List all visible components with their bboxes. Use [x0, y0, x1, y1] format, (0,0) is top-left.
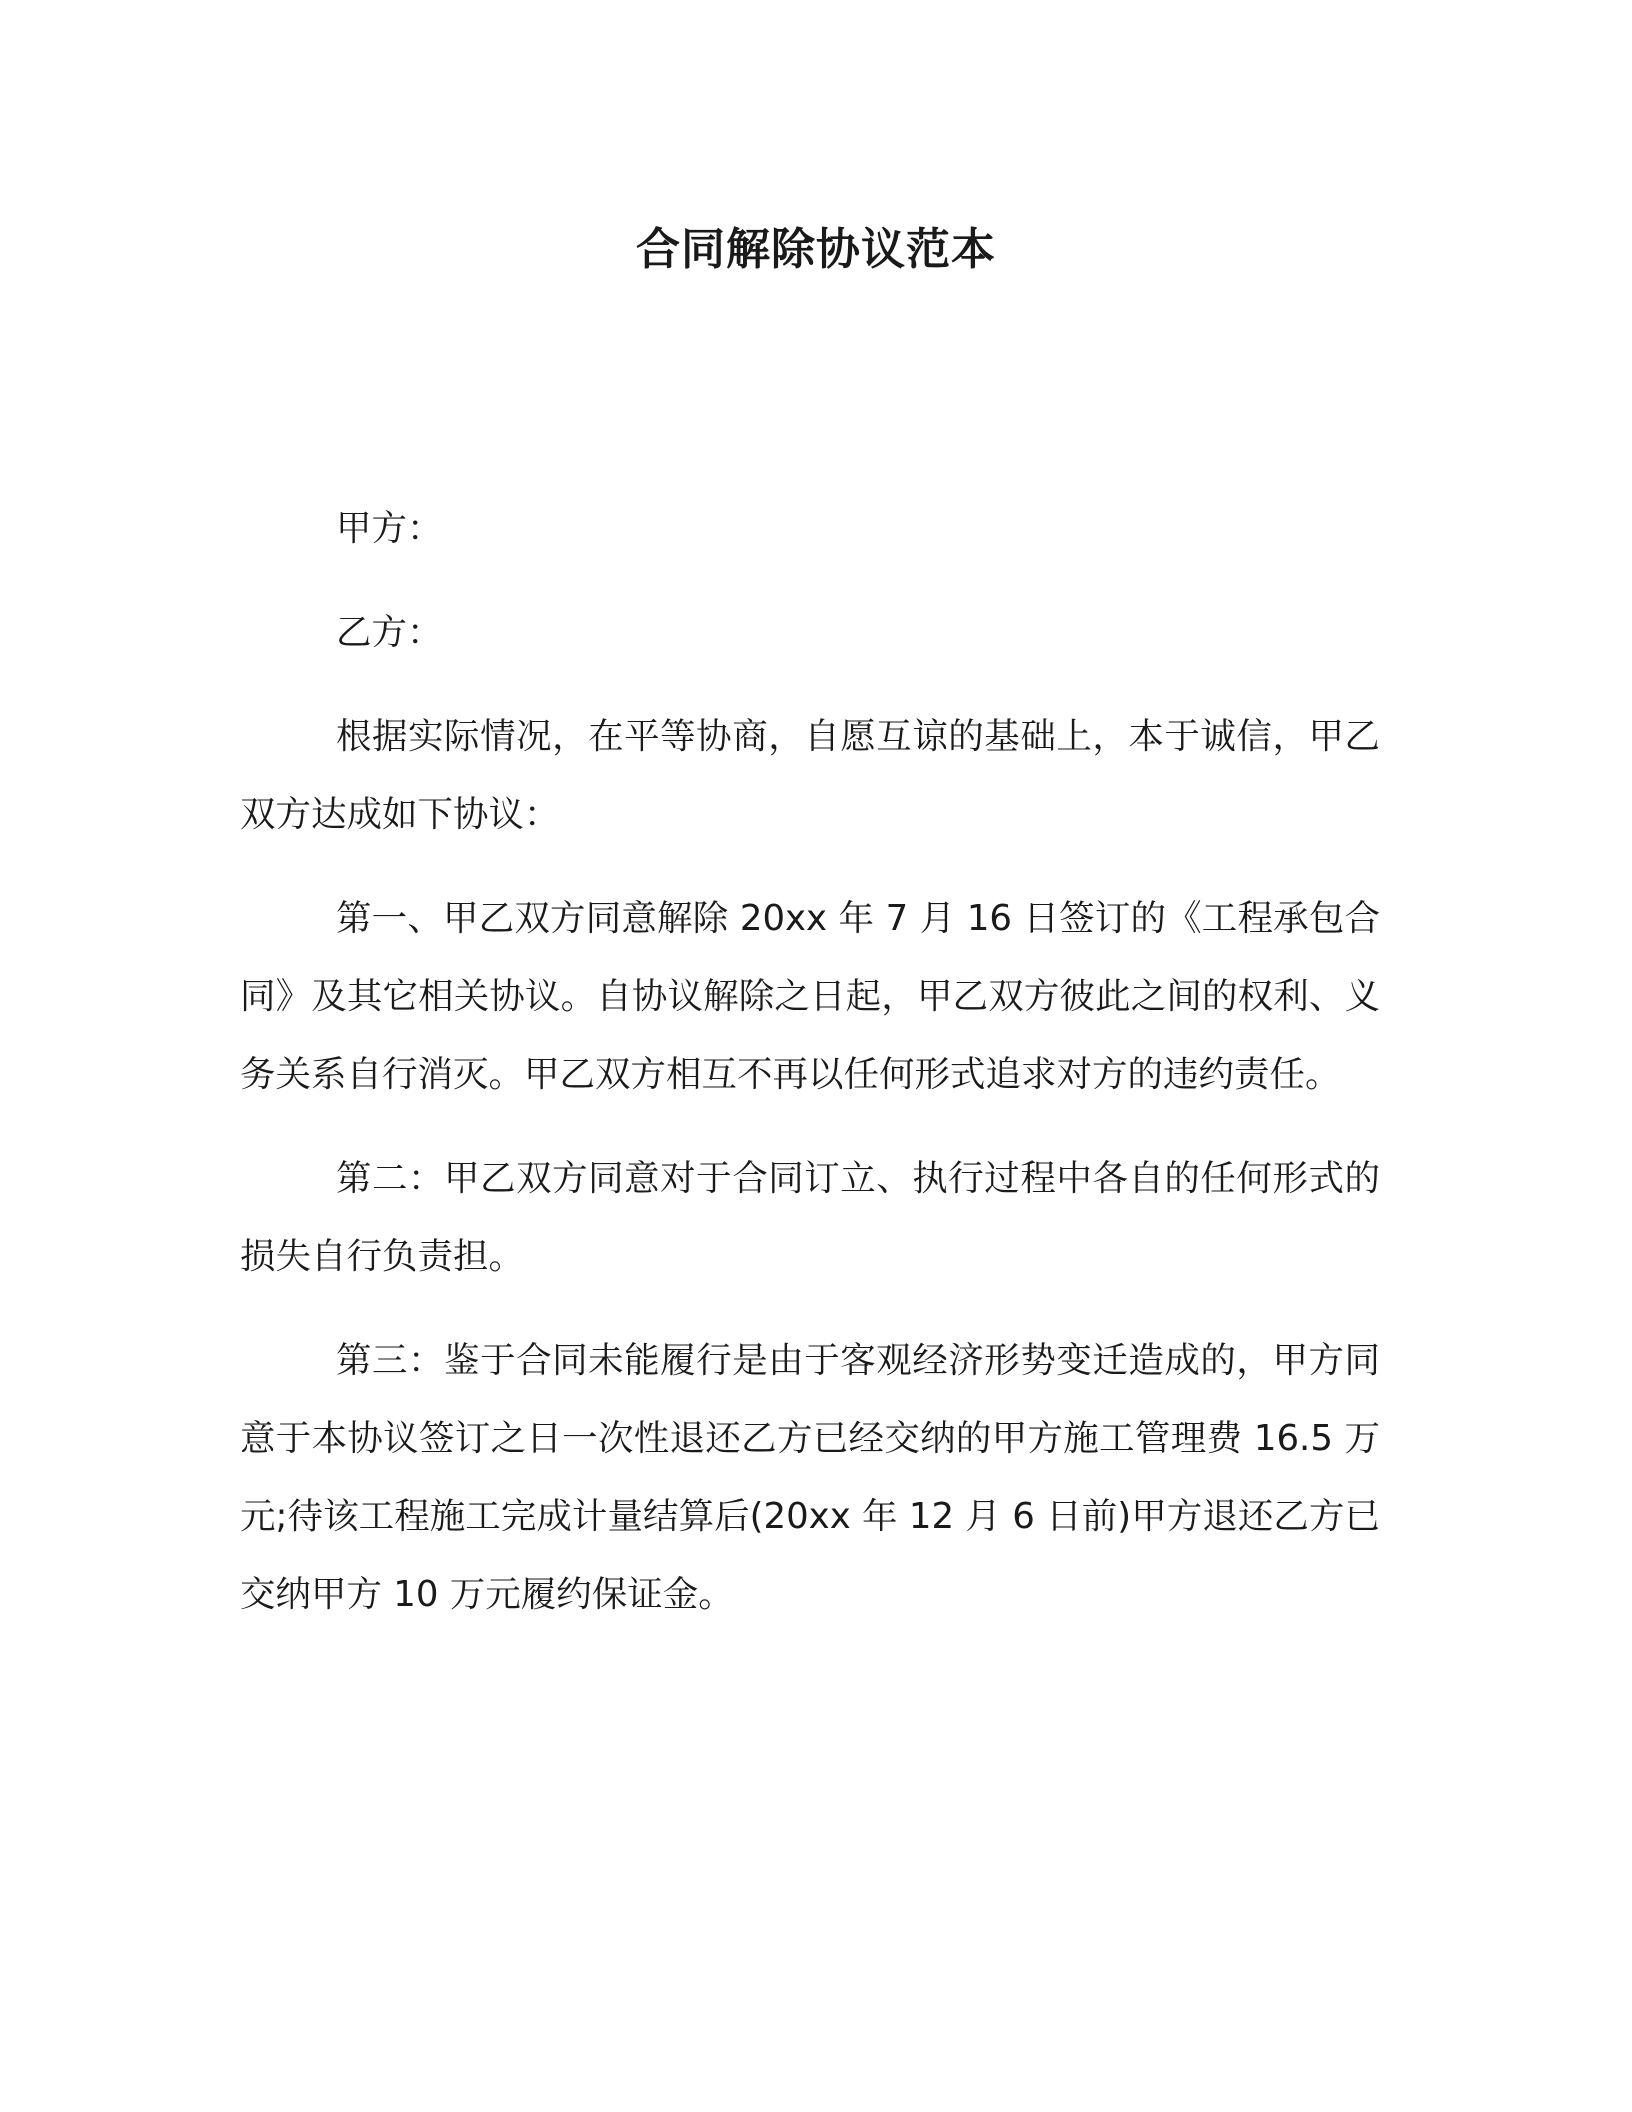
- document-body: [240, 490, 1380, 1660]
- paragraph-clause-1: 第一、甲乙双方同意解除 20xx 年 7 月 16 日签订的《工程承包合同》及其它相关协议。自协议解除之日起，甲乙双方彼此之间的权利、义务关系自行消灭。甲乙双方相互不再以任何形式追求对方的违约责任。: [240, 898, 1380, 1095]
- paragraph-clause-3: 第三：鉴于合同未能履行是由于客观经济形势变迁造成的，甲方同意于本协议签订之日一次性退还乙方已经交纳的甲方施工管理费 16.5 万元;待该工程施工完成计量结算后(20xx 年 12 月 6 日前)甲方退还乙方已交纳甲方 10 万元履约保证金。: [240, 1340, 1380, 1615]
- paragraph-preamble: 根据实际情况，在平等协商，自愿互谅的基础上，本于诚信，甲乙双方达成如下协议：: [240, 716, 1380, 835]
- party-b-label: 乙方：: [336, 612, 443, 653]
- document-title: 合同解除协议范本: [636, 224, 996, 275]
- party-a-label: 甲方：: [336, 508, 443, 549]
- paragraph-clause-2: 第二：甲乙双方同意对于合同订立、执行过程中各自的任何形式的损失自行负责担。: [240, 1158, 1380, 1277]
